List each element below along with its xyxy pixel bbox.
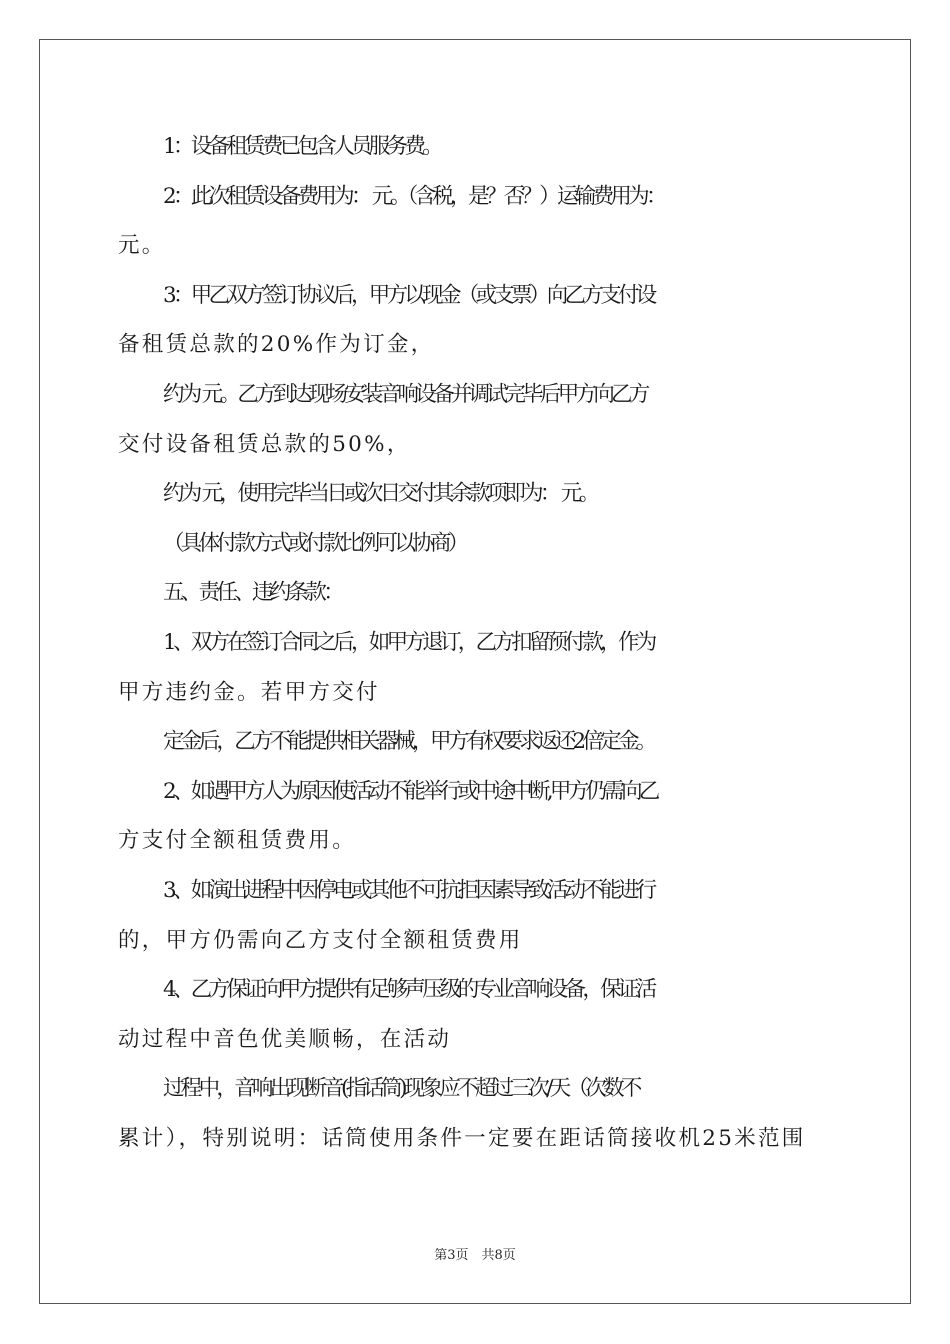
paragraph-7	[118, 618, 836, 717]
text-line: 过程中，音响出现断音(指话筒)现象应不超过三次/天（次数不	[163, 1076, 639, 1102]
paragraph-9	[118, 767, 836, 866]
document-body	[118, 122, 836, 1163]
paragraph-12	[118, 1064, 836, 1163]
text-line: 动过程中音色优美顺畅，在活动	[118, 1026, 452, 1052]
text-line: 的，甲方仍需向乙方支付全额租赁费用	[118, 927, 523, 953]
text-line: 定金后，乙方不能提供相关器械，甲方有权要求返还2倍定金。	[163, 729, 654, 755]
text-line: 交付设备租赁总款的50%，	[118, 431, 411, 457]
text-line: 约为 元，使用完毕当日或次日交付其余款项即为： 元。	[163, 481, 597, 507]
page-number-footer: 第3页 共8页	[434, 1248, 516, 1263]
paragraph-4	[118, 370, 836, 469]
section-heading	[118, 568, 836, 618]
text-line: 甲方违约金。若甲方交付	[118, 679, 380, 705]
paragraph-2	[118, 172, 836, 271]
paragraph-11	[118, 965, 836, 1064]
paragraph-5	[118, 469, 836, 519]
text-line: 2：此次租赁设备费用为： 元。（含税，是？否？）运输费用为：	[163, 183, 664, 209]
text-line: 1：设备租赁费已包含人员服务费。	[163, 134, 440, 159]
text-line: 4、乙方保证向甲方提供有足够声压级的专业音响设备，保证活	[163, 977, 654, 1003]
text-line: 五、责任、违约条款：	[163, 580, 342, 606]
text-line: （具体付款方式或付款比例可以协商）	[163, 530, 466, 556]
text-line: 约为 元。乙方到达现场安装音响设备并调试完毕后甲方向乙方	[163, 381, 647, 407]
text-line: 1、双方在签订合同之后，如甲方退订，乙方扣留预付款，作为	[163, 629, 654, 655]
paragraph-3	[118, 271, 836, 370]
text-line: 备租赁总款的20%作为订金，	[118, 332, 435, 358]
paragraph-8	[118, 717, 836, 767]
text-line: 累计），特别说明：话筒使用条件一定要在距话筒接收机25米范围	[118, 1125, 806, 1151]
paragraph-1	[118, 122, 836, 172]
text-line: 元。	[118, 233, 166, 259]
text-line: 3：甲乙双方签订协议后，甲方以现金（或支票）向乙方支付设	[163, 282, 654, 308]
text-line: 方支付全额租赁费用。	[118, 828, 357, 854]
text-line: 2、如遇甲方人为原因使活动不能举行或中途中断,甲方仍需向乙	[163, 778, 657, 804]
text-line: 3、如演出进程中因停电或其他不可抗拒因素导致活动不能进行	[163, 877, 654, 903]
paragraph-6	[118, 519, 836, 569]
paragraph-10	[118, 866, 836, 965]
